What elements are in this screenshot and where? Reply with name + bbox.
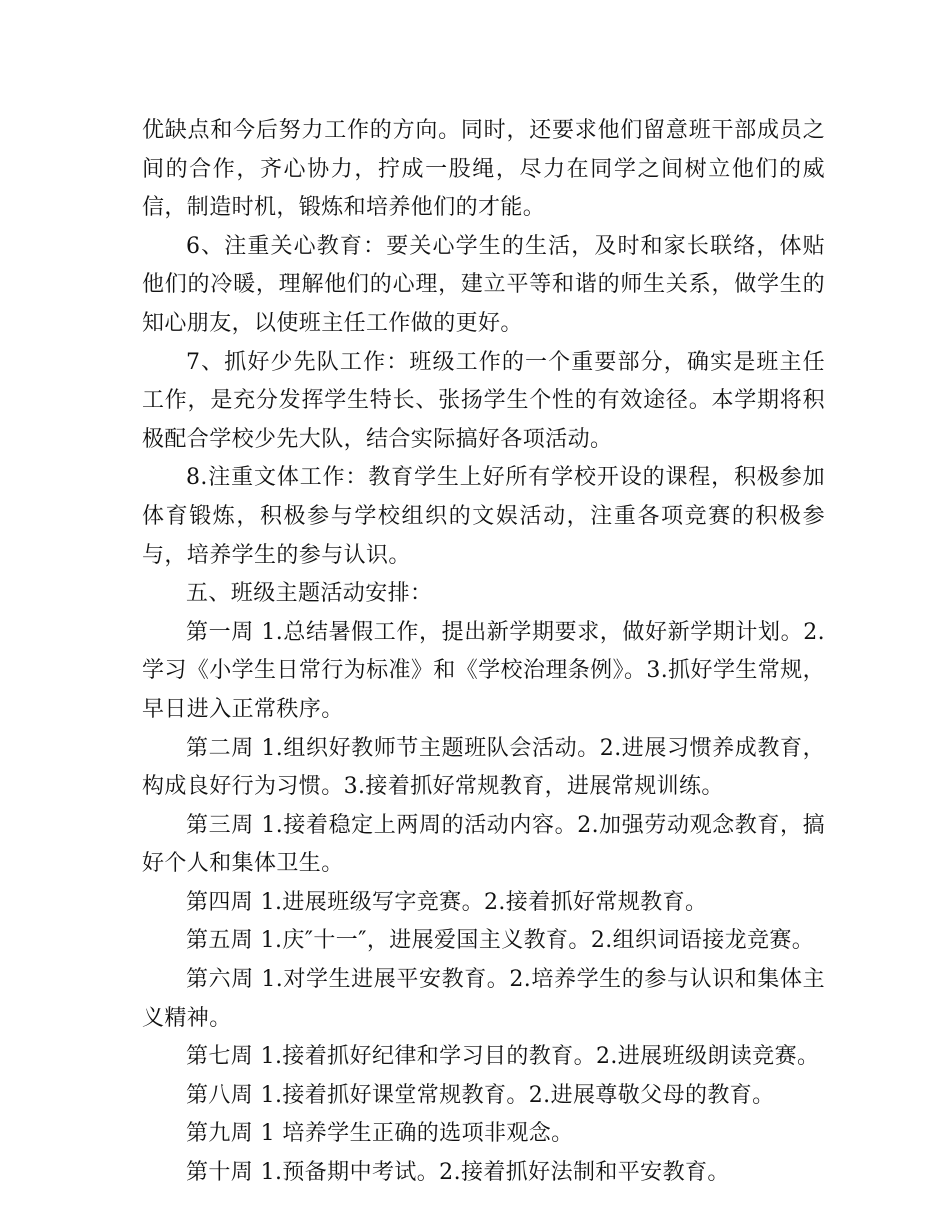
- paragraph-continuation: 优缺点和今后努力工作的方向。同时，还要求他们留意班干部成员之间的合作，齐心协力，拧成一股绳，尽力在同学之间树立他们的威信，制造时机，锻炼和培养他们的才能。: [142, 118, 825, 221]
- paragraph-week-3: 第三周 1.接着稳定上两周的活动内容。2.加强劳动观念教育，搞好个人和集体卫生。: [142, 812, 825, 877]
- paragraph-week-7: 第七周 1.接着抓好纪律和学习目的教育。2.进展班级朗读竞赛。: [186, 1044, 820, 1070]
- paragraph-week-4: 第四周 1.进展班级写字竞赛。2.接着抓好常规教育。: [186, 889, 708, 915]
- paragraph-week-9: 第九周 1 培养学生正确的选项非观念。: [186, 1121, 574, 1147]
- document-page: [142, 112, 825, 1193]
- paragraph-week-6: 第六周 1.对学生进展平安教育。2.培养学生的参与认识和集体主义精神。: [142, 967, 825, 1031]
- paragraph-week-1: 第一周 1.总结暑假工作，提出新学期要求，做好新学期计划。2.学习《小学生日常行为标准》和《学校治理条例》。3.抓好学生常规，早日进入正常秩序。: [142, 619, 825, 722]
- paragraph-arts-sports: 8.注重文体工作：教育学生上好所有学校开设的课程，积极参加体育锻炼，积极参与学校组织的文娱活动，注重各项竞赛的积极参与，培养学生的参与认识。: [142, 465, 825, 568]
- paragraph-week-8: 第八周 1.接着抓好课堂常规教育。2.进展尊敬父母的教育。: [186, 1082, 775, 1108]
- section-heading-activities: 五、班级主题活动安排：: [186, 581, 433, 607]
- paragraph-care-education: 6、注重关心教育：要关心学生的生活，及时和家长联络，体贴他们的冷暖，理解他们的心理，建立平等和谐的师生关系，做学生的知心朋友，以使班主任工作做的更好。: [142, 233, 825, 336]
- paragraph-week-5: 第五周 1.庆″十一″，进展爱国主义教育。2.组织词语接龙竞赛。: [186, 928, 815, 954]
- paragraph-young-pioneers: 7、抓好少先队工作：班级工作的一个重要部分，确实是班主任工作，是充分发挥学生特长、张扬学生个性的有效途径。本学期将积极配合学校少先大队，结合实际搞好各项活动。: [142, 349, 825, 452]
- paragraph-week-2: 第二周 1.组织好教师节主题班队会活动。2.进展习惯养成教育，构成良好行为习惯。3.接着抓好常规教育，进展常规训练。: [142, 735, 825, 800]
- paragraph-week-10: 第十周 1.预备期中考试。2.接着抓好法制和平安教育。: [186, 1160, 730, 1186]
